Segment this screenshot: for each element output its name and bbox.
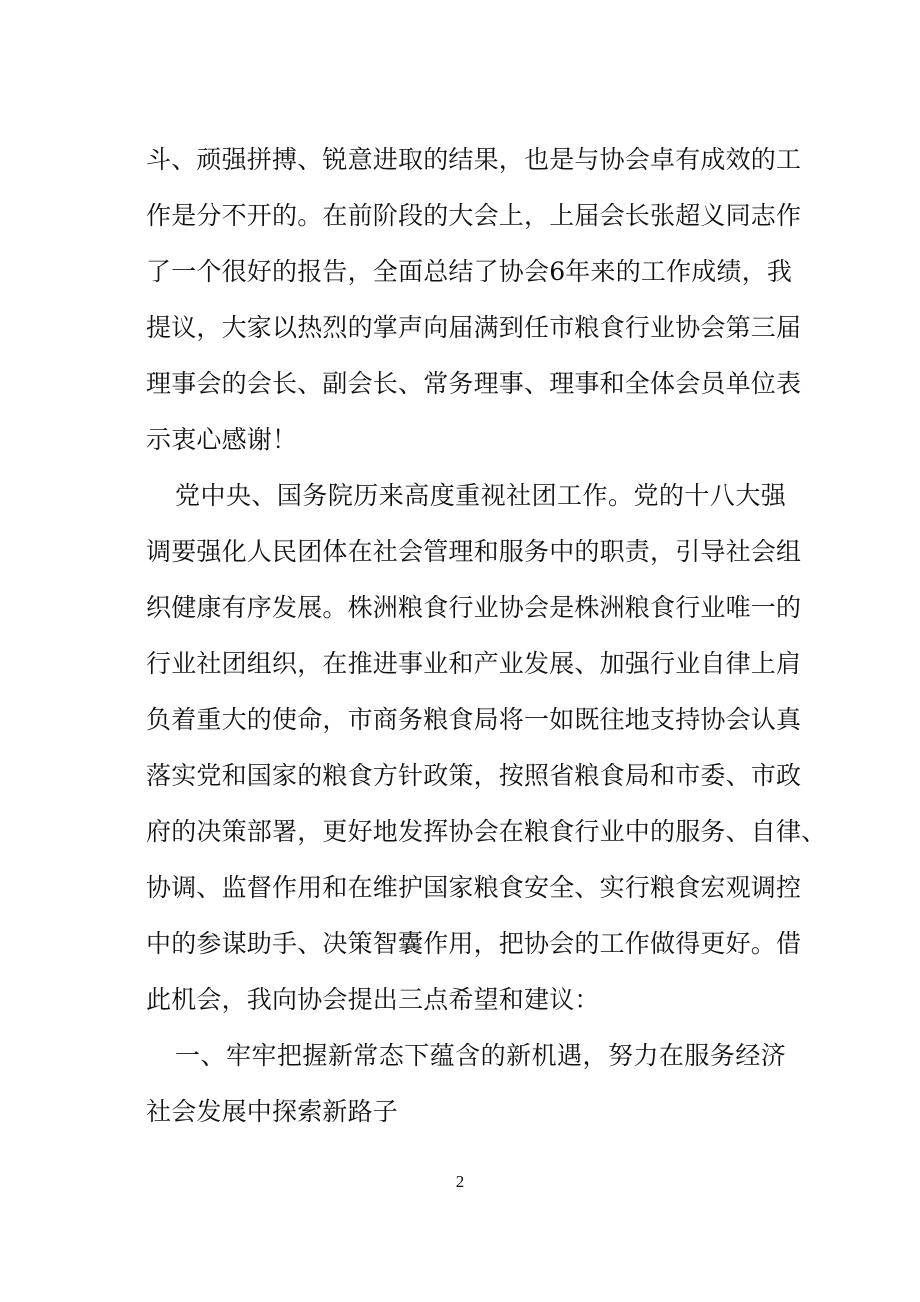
text-segment: 作是分不开的。在前阶段的大会上，上届会长张超义同志作 bbox=[146, 201, 802, 230]
text-segment: 负着重大的使命，市商务粮食局将一如既往地支持协会认真 bbox=[146, 705, 802, 734]
text-segment: 织健康有序发展。株洲粮食行业协会是株洲粮食行业唯一的 bbox=[146, 593, 802, 622]
text-segment: 党中央、国务院历来高度重视社团工作。党的十八大强 bbox=[175, 481, 786, 510]
page-number: 2 bbox=[455, 1172, 465, 1191]
text-segment: 示衷心感谢！ bbox=[146, 425, 298, 454]
text-segment: 此机会，我向协会提出三点希望和建议： bbox=[146, 985, 600, 1014]
text-segment: 府的决策部署，更好地发挥协会在粮食行业中的服务、自律、 bbox=[146, 817, 827, 846]
text-segment: 提议，大家以热烈的掌声向届满到任市粮食行业协会第三届 bbox=[146, 313, 802, 342]
text-segment: 调要强化人民团体在社会管理和服务中的职责，引导社会组 bbox=[146, 537, 802, 566]
text-segment: 社会发展中探索新路子 bbox=[146, 1097, 399, 1126]
text-segment: 斗、顽强拼搏、锐意进取的结果，也是与协会卓有成效的工 bbox=[146, 145, 802, 174]
text-segment: 落实党和国家的粮食方针政策，按照省粮食局和市委、市政 bbox=[146, 761, 802, 790]
text-segment: 一、牢牢把握新常态下蕴含的新机遇，努力在服务经济 bbox=[175, 1041, 786, 1070]
text-segment: 协调、监督作用和在维护国家粮食安全、实行粮食宏观调控 bbox=[146, 873, 802, 902]
text-segment: 行业社团组织，在推进事业和产业发展、加强行业自律上肩 bbox=[146, 649, 802, 678]
text-segment: 了一个很好的报告，全面总结了协会6年来的工作成绩，我 bbox=[146, 257, 793, 286]
text-segment: 理事会的会长、副会长、常务理事、理事和全体会员单位表 bbox=[146, 369, 802, 398]
text-segment: 中的参谋助手、决策智囊作用，把协会的工作做得更好。借 bbox=[146, 929, 802, 958]
